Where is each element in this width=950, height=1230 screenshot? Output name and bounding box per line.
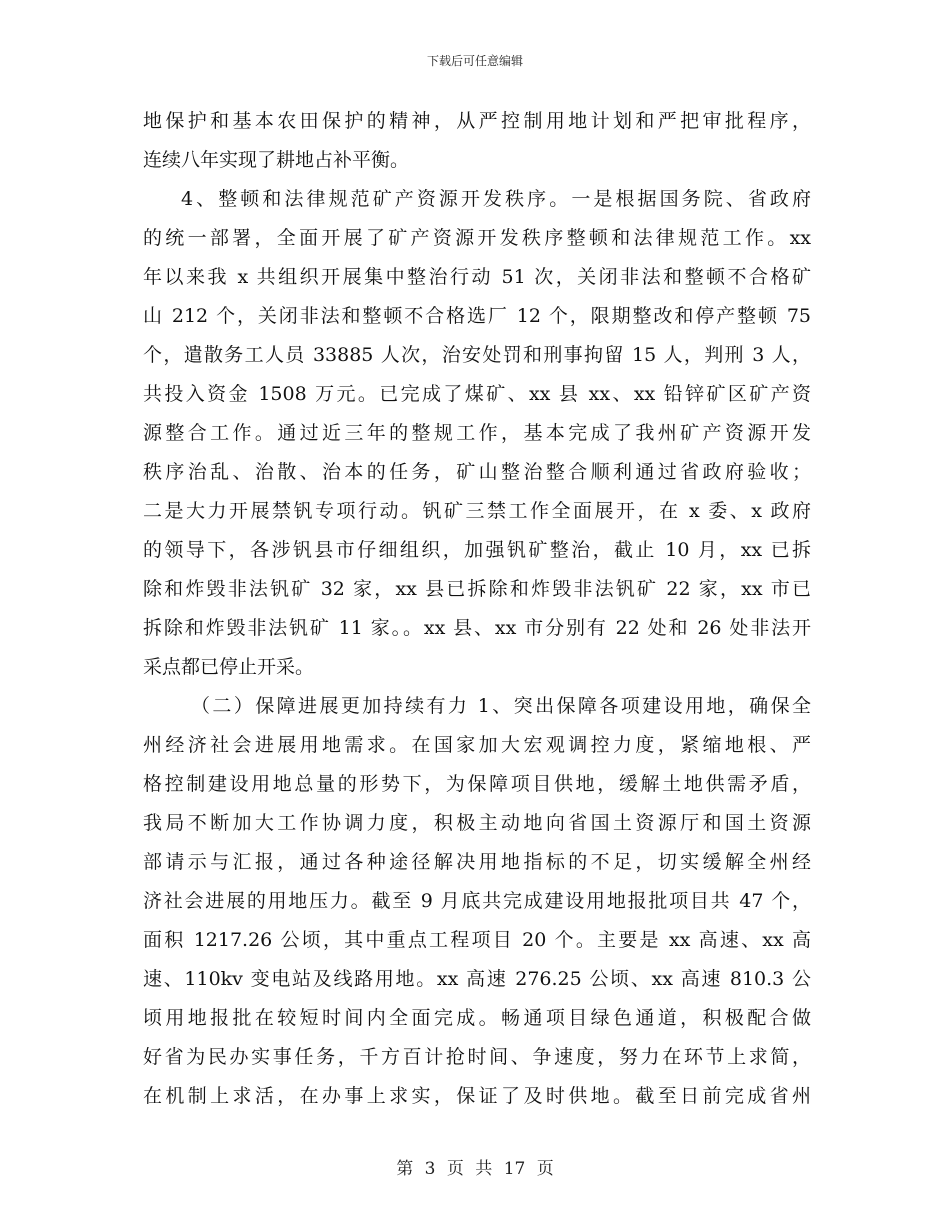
text-line: 地保护和基本农田保护的精神，从严控制用地计划和严把审批程序， <box>143 110 811 132</box>
document-body <box>143 102 811 1116</box>
text-line: 好省为民办实事任务，千方百计抢时间、争速度，努力在环节上求简， <box>143 1046 811 1068</box>
text-line: 连续八年实现了耕地占补平衡。 <box>143 149 410 171</box>
page-header: 下载后可任意编辑 <box>426 54 523 68</box>
text-line: 源整合工作。通过近三年的整规工作，基本完成了我州矿产资源开发 <box>143 422 811 444</box>
text-line: 二是大力开展禁钒专项行动。钒矿三禁工作全面展开，在 x 委、x 政府 <box>143 500 811 522</box>
text-line: 面积 1217.26 公顷，其中重点工程项目 20 个。主要是 xx 高速、xx 高 <box>143 929 811 951</box>
text-line: （二）保障进展更加持续有力 1、突出保障各项建设用地，确保全 <box>191 695 811 717</box>
text-line: 除和炸毁非法钒矿 32 家，xx 县已拆除和炸毁非法钒矿 22 家，xx 市已 <box>143 578 811 600</box>
text-line: 采点都已停止开采。 <box>143 656 315 678</box>
text-line: 济社会进展的用地压力。截至 9 月底共完成建设用地报批项目共 47 个， <box>143 890 811 912</box>
text-line: 州经济社会进展用地需求。在国家加大宏观调控力度，紧缩地根、严 <box>143 734 811 756</box>
text-line: 山 212 个，关闭非法和整顿不合格选厂 12 个，限期整改和停产整顿 75 <box>143 305 811 327</box>
text-line: 我局不断加大工作协调力度，积极主动地向省国土资源厅和国土资源 <box>143 812 811 834</box>
text-line: 格控制建设用地总量的形势下，为保障项目供地，缓解土地供需矛盾， <box>143 773 811 795</box>
text-line: 的领导下，各涉钒县市仔细组织，加强钒矿整治，截止 10 月，xx 已拆 <box>143 539 811 561</box>
text-line: 共投入资金 1508 万元。已完成了煤矿、xx 县 xx、xx 铅锌矿区矿产资 <box>143 383 811 405</box>
text-line: 个，遣散务工人员 33885 人次，治安处罚和刑事拘留 15 人，判刑 3 人， <box>143 344 811 366</box>
text-line: 部请示与汇报，通过各种途径解决用地指标的不足，切实缓解全州经 <box>143 851 811 873</box>
text-line: 顷用地报批在较短时间内全面完成。畅通项目绿色通道，积极配合做 <box>143 1007 811 1029</box>
text-line: 在机制上求活，在办事上求实，保证了及时供地。截至日前完成省州 <box>143 1085 811 1107</box>
page-footer: 第 3 页 共 17 页 <box>396 1159 554 1179</box>
text-line: 的统一部署，全面开展了矿产资源开发秩序整顿和法律规范工作。xx <box>143 227 811 249</box>
text-line: 秩序治乱、治散、治本的任务，矿山整治整合顺利通过省政府验收； <box>143 461 811 483</box>
text-line: 年以来我 x 共组织开展集中整治行动 51 次，关闭非法和整顿不合格矿 <box>143 266 811 288</box>
text-line: 4、整顿和法律规范矿产资源开发秩序。一是根据国务院、省政府 <box>181 188 811 210</box>
text-line: 速、110kv 变电站及线路用地。xx 高速 276.25 公顷、xx 高速 810.3 公 <box>143 968 811 990</box>
text-line: 拆除和炸毁非法钒矿 11 家。。xx 县、xx 市分别有 22 处和 26 处非法开 <box>143 617 811 639</box>
